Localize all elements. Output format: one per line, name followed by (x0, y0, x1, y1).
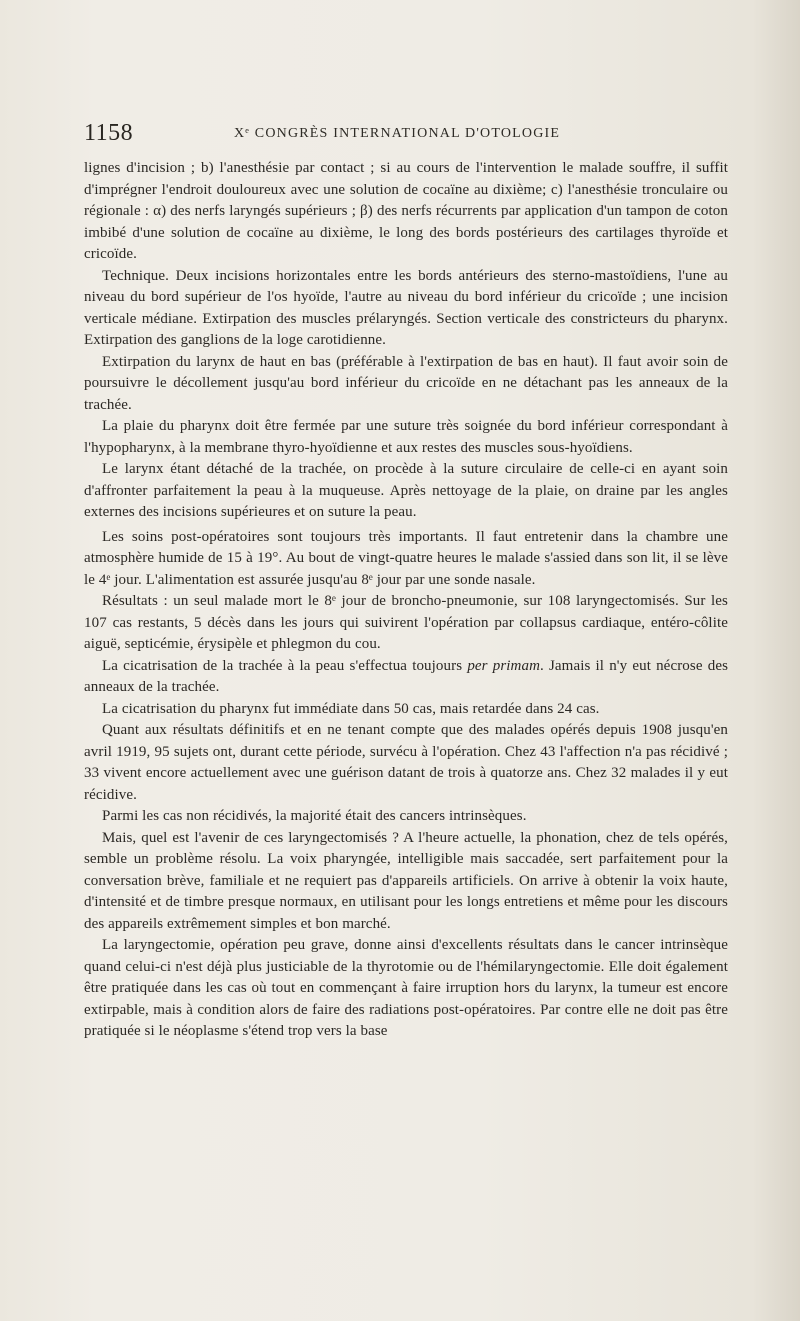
paragraph: lignes d'incision ; b) l'anesthésie par contact ; si au cours de l'intervention le malade souffre, il suffit d'imprégner l'endroit douloureux avec une solution de cocaïne au dixième; c) l'anesthésie tronculaire ou régionale : α) des nerfs laryngés supérieurs ; β) des nerfs récurrents par application d'un tampon de coton imbibé d'une solution de cocaïne au dixième, le long des bords postérieurs des cartilages thyroïde et cricoïde. (84, 160, 728, 262)
paragraph-text: . Jamais il n'y eut nécrose des anneaux de la trachée. (84, 657, 729, 695)
paragraph: Extirpation du larynx de haut en bas (préférable à l'extirpation de bas en haut). Il faut avoir soin de poursuivre le décollement jusqu'au bord inférieur du cricoïde en ne détachant pas les anneaux de la trachée. (84, 353, 728, 413)
paragraph: Mais, quel est l'avenir de ces laryngectomisés ? A l'heure actuelle, la phonation, chez de tels opérés, semble un problème résolu. La voix pharyngée, intelligible mais saccadée, sert parfaitement pour la conversation brève, familiale et ne requiert pas d'appareils artificiels. On arrive à obtenir la voix haute, d'intensité et de timbre presque normaux, en utilisant pour les longs entretiens et même pour les discours des appareils extrêmement simples et bon marché. (84, 829, 728, 932)
italic-phrase: per primam (467, 657, 541, 674)
paragraph: La plaie du pharynx doit être fermée par une suture très soignée du bord inférieur correspondant à l'hypopharynx, à la membrane thyro-hyoïdienne et aux restes des muscles sous-hyoïdiens. (84, 418, 728, 456)
page-header (84, 120, 724, 148)
paragraph: La laryngectomie, opération peu grave, donne ainsi d'excellents résultats dans le cancer intrinsèque quand celui-ci n'est déjà plus justiciable de la thyrotomie ou de l'hémilaryngectomie. Elle doit également être pratiquée dans les cas où tout en commençant à faire irruption hors du larynx, la tumeur est encore extirpable, mais à condition alors de faire des radiations post-opératoires. Par contre elle ne doit pas être pratiquée si le néoplasme s'étend trop vers la base (84, 937, 728, 1039)
paragraph: Technique. Deux incisions horizontales entre les bords antérieurs des sterno-mastoïdiens, l'une au niveau du bord supérieur de l'os hyoïde, l'autre au niveau du bord inférieur du cricoïde ; une incision verticale médiane. Extirpation des muscles prélaryngés. Section verticale des constricteurs du pharynx. Extirpation des ganglions de la loge carotidienne. (84, 267, 728, 348)
paragraph: Résultats : un seul malade mort le 8ᵉ jour de broncho-pneumonie, sur 108 laryngectomisés. Sur les 107 cas restants, 5 décès dans les jours qui suivirent l'opération par collapsus cardiaque, entéro-côlite aiguë, septicémie, érysipèle et phlegmon du cou. (84, 593, 728, 652)
paragraph: La cicatrisation du pharynx fut immédiate dans 50 cas, mais retardée dans 24 cas. (102, 700, 600, 717)
paragraph: Les soins post-opératoires sont toujours très importants. Il faut entretenir dans la chambre une atmosphère humide de 15 à 19°. Au bout de vingt-quatre heures le malade s'assied dans son lit, il se lève le 4ᵉ jour. L'alimentation est assurée jusqu'au 8ᵉ jour par une sonde nasale. (84, 528, 728, 588)
paragraph: Le larynx étant détaché de la trachée, on procède à la suture circulaire de celle-ci en ayant soin d'affronter parfaitement la peau à la muqueuse. Après nettoyage de la plaie, on draine par les angles externes des incisions supérieures et on suture la peau. (84, 461, 728, 520)
running-title: Xᵉ CONGRÈS INTERNATIONAL D'OTOLOGIE (234, 126, 561, 141)
paragraph: Quant aux résultats définitifs et en ne tenant compte que des malades opérés depuis 1908 jusqu'en avril 1919, 95 sujets ont, durant cette période, survécu à l'opération. Chez 43 l'affection n'a pas récidivé ; 33 vivent encore actuellement avec une guérison datant de trois à quatorze ans. Chez 32 malades il y eut récidive. (84, 722, 728, 803)
paragraph: Parmi les cas non récidivés, la majorité était des cancers intrinsèques. (102, 808, 527, 824)
paragraph-text: La cicatrisation de la trachée à la peau s'effectua toujours (102, 657, 463, 674)
paragraph (84, 656, 728, 699)
body-text (84, 158, 728, 1043)
page-number: 1158 (84, 120, 134, 146)
